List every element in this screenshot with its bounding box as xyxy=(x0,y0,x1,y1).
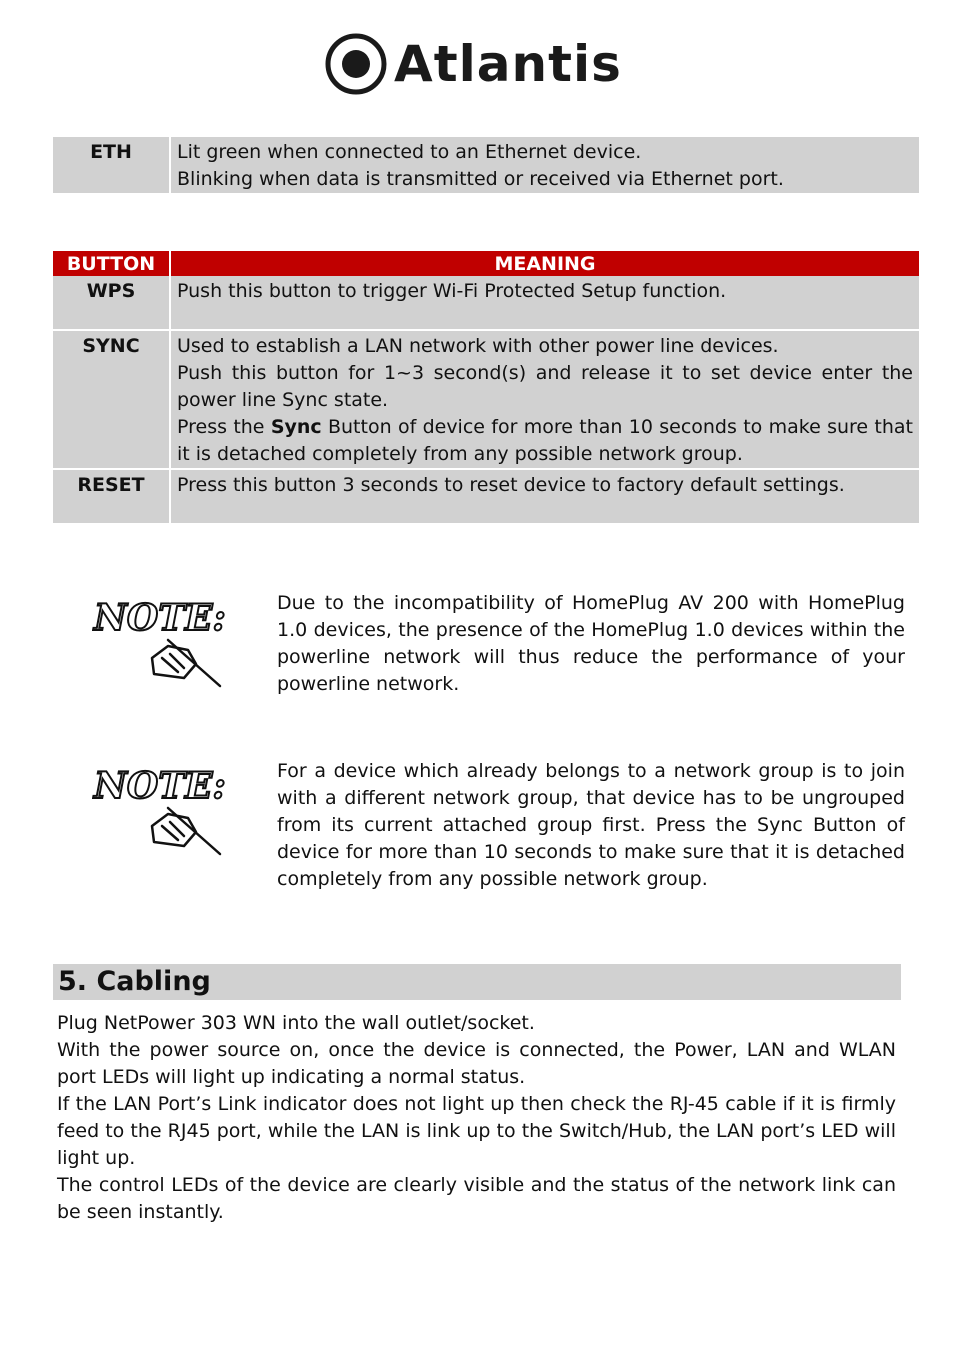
note-icon xyxy=(92,756,232,856)
logo-text: Atlantis xyxy=(394,35,622,93)
note-text: Due to the incompatibility of HomePlug AV 200 with HomePlug 1.0 devices, the presence of the HomePlug 1.0 devices within the powerline network will thus reduce the performance of your powerline network. xyxy=(277,592,905,695)
note-label: NOTE: xyxy=(94,597,226,639)
section-title: 5. Cabling xyxy=(58,966,211,997)
eth-line: Lit green when connected to an Ethernet device. xyxy=(177,141,642,163)
sync-line3-pre: Press the xyxy=(177,416,271,438)
table-row xyxy=(53,276,919,329)
eth-line: Blinking when data is transmitted or received via Ethernet port. xyxy=(177,168,784,190)
sync-line xyxy=(177,414,913,468)
paragraph: Plug NetPower 303 WN into the wall outlet/socket. xyxy=(57,1012,535,1034)
button-key-reset: RESET xyxy=(53,468,171,523)
led-description-eth xyxy=(171,137,919,193)
table-row xyxy=(53,137,919,193)
table-row xyxy=(53,468,919,523)
atlantis-logo-mark-icon xyxy=(324,32,388,96)
note-text: For a device which already belongs to a network group is to join with a different network group, that device has to be ungrouped from its current attached group first. Press the Sync Button of device for more than 10 seconds to make sure that it is detached completely from any possible network group. xyxy=(277,760,905,890)
sync-line: Used to establish a LAN network with other power line devices. xyxy=(177,335,779,357)
note-label: NOTE: xyxy=(94,765,226,807)
button-table xyxy=(53,251,919,523)
sync-line: Push this button for 1~3 second(s) and release it to set device enter the power line Sync state. xyxy=(177,362,913,411)
paragraph: If the LAN Port’s Link indicator does not light up then check the RJ-45 cable if it is firmly feed to the RJ45 port, while the LAN is link up to the Switch/Hub, the LAN port’s LED will light up. xyxy=(57,1093,896,1169)
paragraph: With the power source on, once the device is connected, the Power, LAN and WLAN port LEDs will light up indicating a normal status. xyxy=(57,1039,896,1088)
note-icon xyxy=(92,588,232,688)
header-button: BUTTON xyxy=(53,251,171,276)
atlantis-logo xyxy=(324,26,622,102)
button-description-reset: Press this button 3 seconds to reset device to factory default settings. xyxy=(171,468,919,523)
button-key-wps: WPS xyxy=(53,276,171,329)
sync-line3-post: Button of device for more than 10 seconds to make sure that it is detached completely from any possible network group. xyxy=(177,416,913,465)
section-body xyxy=(57,1010,896,1226)
button-key-sync: SYNC xyxy=(53,329,171,468)
paragraph: The control LEDs of the device are clearly visible and the status of the network link can be seen instantly. xyxy=(57,1174,896,1223)
led-key-eth: ETH xyxy=(53,137,171,193)
section-heading-bar xyxy=(53,964,901,1000)
table-row xyxy=(53,329,919,468)
sync-bold-word: Sync xyxy=(270,416,322,438)
button-description-wps: Push this button to trigger Wi-Fi Protected Setup function. xyxy=(171,276,919,329)
button-description-sync xyxy=(171,329,919,468)
table-header-row xyxy=(53,251,919,276)
eth-led-table xyxy=(53,137,919,193)
header-meaning: MEANING xyxy=(171,251,919,276)
